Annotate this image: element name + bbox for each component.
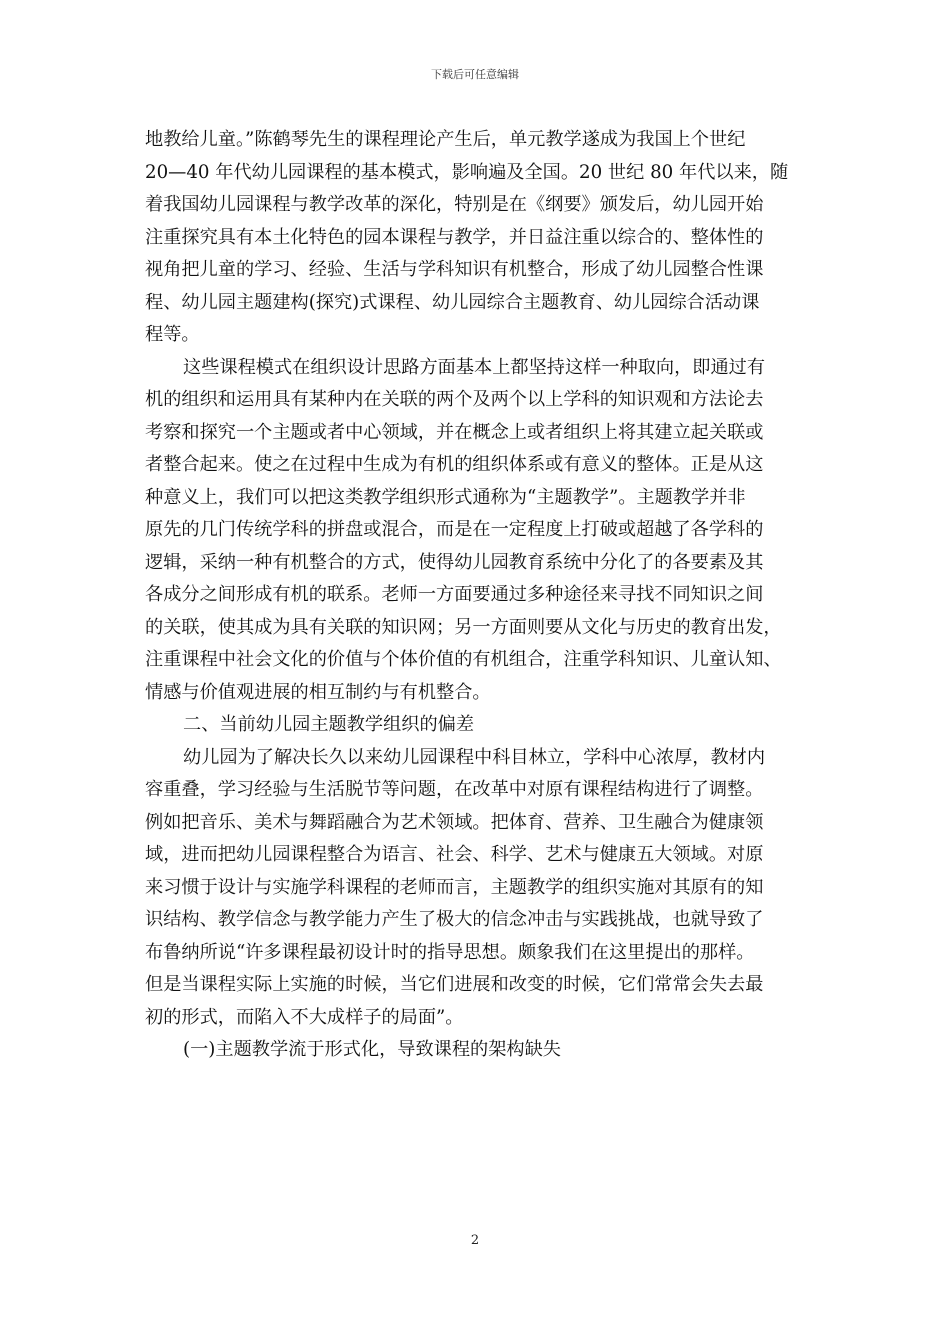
text-line: 的关联，使其成为具有关联的知识网；另一方面则要从文化与历史的教育出发，: [145, 616, 782, 638]
text-line: 视角把儿童的学习、经验、生活与学科知识有机整合，形成了幼儿园整合性课: [145, 259, 764, 280]
document-body: [145, 124, 825, 1067]
page-number: 2: [470, 1233, 480, 1248]
section-heading: 二、当前幼儿园主题教学组织的偏差: [183, 714, 475, 735]
text-line: 布鲁纳所说“许多课程最初设计时的指导思想。颇象我们在这里提出的那样。: [145, 941, 755, 963]
text-line: 来习惯于设计与实施学科课程的老师而言，主题教学的组织实施对其原有的知: [145, 876, 764, 898]
text-line: 20—40 年代幼儿园课程的基本模式，影响遍及全国。20 世纪 80 年代以来，随: [145, 161, 789, 183]
text-line: 但是当课程实际上实施的时候，当它们进展和改变的时候，它们常常会失去最: [145, 974, 764, 995]
text-line: 初的形式，而陷入不大成样子的局面”。: [145, 1006, 464, 1028]
text-line: 地教给儿童。”陈鹤琴先生的课程理论产生后，单元教学遂成为我国上个世纪: [145, 129, 746, 150]
text-line: 识结构、教学信念与教学能力产生了极大的信念冲击与实践挑战，也就导致了: [145, 909, 764, 930]
text-line: 容重叠，学习经验与生活脱节等问题，在改革中对原有课程结构进行了调整。: [145, 779, 764, 800]
page-header: 下载后可任意编辑: [431, 68, 519, 81]
text-line: 程等。: [145, 324, 200, 345]
text-line: 考察和探究一个主题或者中心领域，并在概念上或者组织上将其建立起关联或: [145, 421, 764, 443]
paragraph-start-line: 幼儿园为了解决长久以来幼儿园课程中科目林立，学科中心浓厚，教材内: [183, 746, 766, 768]
paragraph-start-line: 这些课程模式在组织设计思路方面基本上都坚持这样一种取向，即通过有: [183, 356, 766, 378]
text-line: 者整合起来。使之在过程中生成为有机的组织体系或有意义的整体。正是从这: [145, 454, 764, 475]
text-line: 例如把音乐、美术与舞蹈融合为艺术领域。把体育、营养、卫生融合为健康领: [145, 811, 764, 833]
text-line: 种意义上，我们可以把这类教学组织形式通称为“主题教学”。主题教学并非: [145, 486, 746, 508]
subsection-heading: (一)主题教学流于形式化，导致课程的架构缺失: [183, 1039, 561, 1060]
text-line: 着我国幼儿园课程与教学改革的深化，特别是在《纲要》颁发后，幼儿园开始: [145, 194, 764, 215]
text-line: 机的组织和运用具有某种内在关联的两个及两个以上学科的知识观和方法论去: [145, 389, 764, 410]
text-line: 原先的几门传统学科的拼盘或混合，而是在一定程度上打破或超越了各学科的: [145, 519, 764, 540]
text-line: 注重课程中社会文化的价值与个体价值的有机组合，注重学科知识、儿童认知、: [145, 649, 782, 670]
text-line: 域，进而把幼儿园课程整合为语言、社会、科学、艺术与健康五大领域。对原: [145, 844, 764, 865]
text-line: 逻辑，采纳一种有机整合的方式，使得幼儿园教育系统中分化了的各要素及其: [145, 551, 764, 573]
text-line: 情感与价值观进展的相互制约与有机整合。: [145, 681, 491, 703]
text-line: 程、幼儿园主题建构(探究)式课程、幼儿园综合主题教育、幼儿园综合活动课: [145, 291, 760, 313]
text-line: 各成分之间形成有机的联系。老师一方面要通过多种途径来寻找不同知识之间: [145, 584, 764, 605]
text-line: 注重探究具有本土化特色的园本课程与教学，并日益注重以综合的、整体性的: [145, 226, 764, 248]
